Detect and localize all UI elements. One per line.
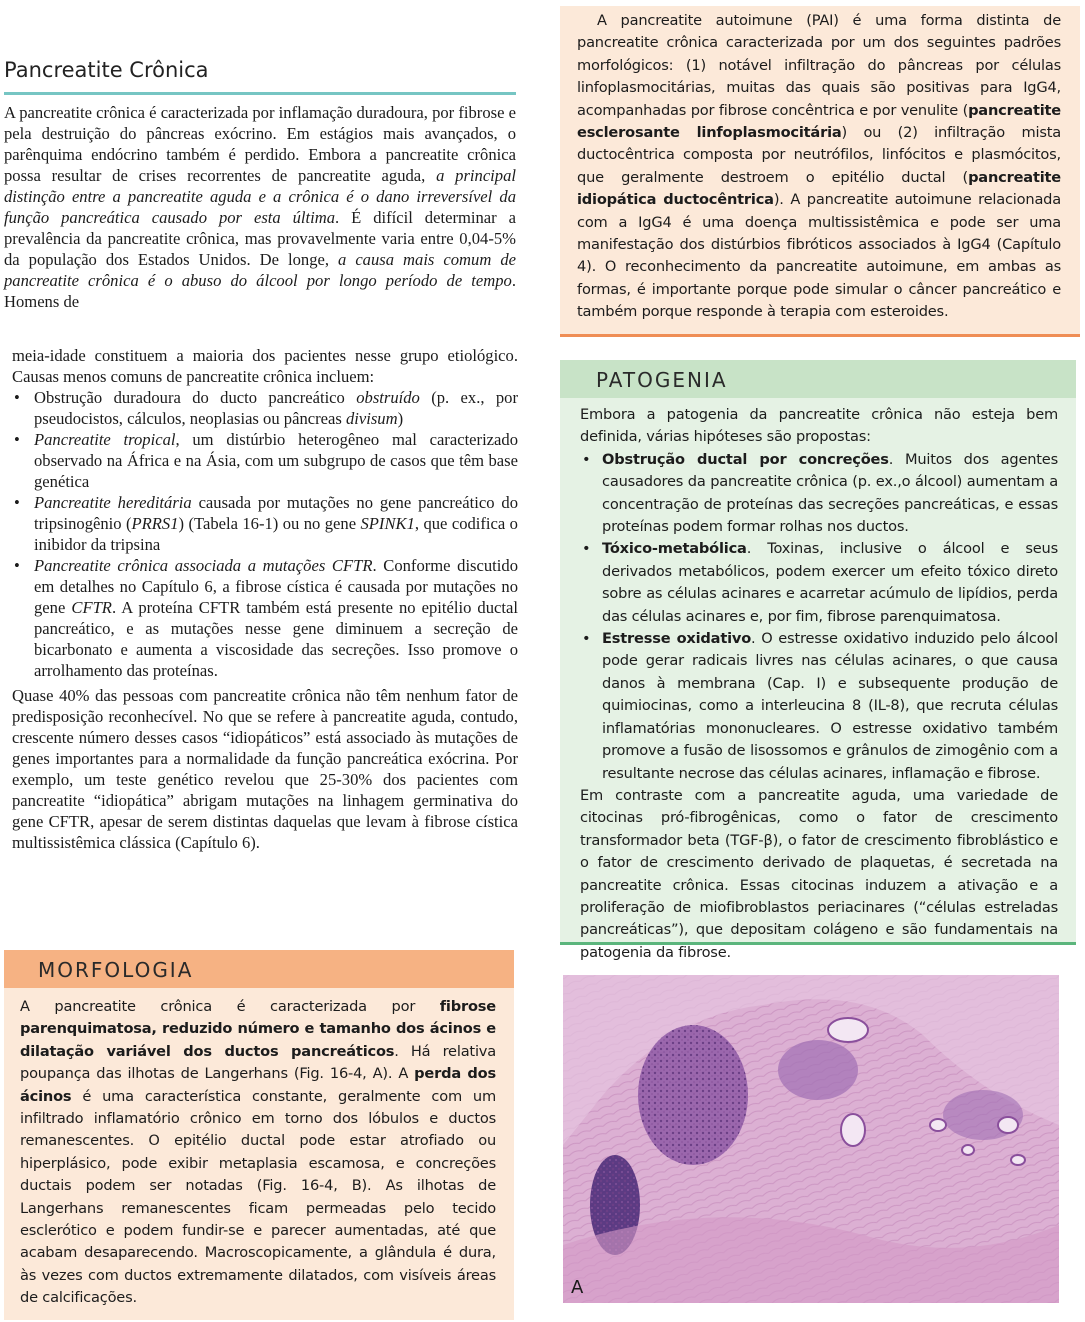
rich-text	[34, 388, 518, 428]
text-run: Pancreatite hereditária	[34, 493, 192, 512]
list-item	[12, 387, 518, 429]
text-run: fibrose parenquimatosa, reduzido número e tamanho dos ácinos e dilatação variável dos ductos pancreáticos	[20, 998, 496, 1060]
text-run: pancreatite esclerosante linfoplasmocitária	[577, 101, 1061, 142]
rich-text	[34, 493, 518, 554]
patogenia-body	[580, 404, 1058, 964]
rich-text	[34, 430, 518, 491]
text-run: . Homens de	[4, 271, 516, 311]
text-run: ) (Tabela 16-1) ou no gene	[178, 514, 361, 533]
pai-box	[560, 6, 1080, 337]
text-run: , um distúrbio heterogêneo mal caracterizado observado na África e na Ásia, com um subgrupo de casos que têm base genética	[34, 430, 518, 491]
dilated-duct	[962, 1145, 974, 1155]
causes-list	[12, 387, 518, 681]
text-run: a principal distinção entre a pancreatite aguda e a crônica é o dano irreversível da função pancreática causado por esta última	[4, 166, 516, 227]
morfologia-box	[4, 950, 514, 1320]
patogenia-list	[580, 449, 1058, 785]
list-item	[12, 492, 518, 555]
text-run: ) ou (2) infiltração mista ductocêntrica composta por neutrófilos, linfócitos e plasmócitos, que geralmente destroem o epitélio ductal (	[577, 124, 1061, 186]
patogenia-outro: Em contraste com a pancreatite aguda, uma variedade de citocinas pró-fibrogênicas, como o fator de crescimento transformador beta (TGF-β), o fator de crescimento fibroblástico e o fator de crescimento derivado de plaquetas, é secretada na pancreatite crônica. Essas citocinas induzem a ativação e a proliferação de miofibroblastos periacinares (“células estreladas pancreáticas”), que depositam colágeno e são fundamentais na patogenia da fibrose.	[580, 786, 1058, 961]
text-run: SPINK1	[360, 514, 415, 533]
text-run: Obstrução duradoura do ducto pancreático	[34, 388, 357, 407]
causes-section	[12, 345, 518, 853]
text-run: A pancreatite crônica é caracterizada por	[20, 998, 440, 1015]
bullet-icon: •	[582, 450, 591, 468]
text-run: A pancreatite autoimune (PAI) é uma forma distinta de pancreatite crônica caracterizada por um dos seguintes padrões morfológicos: (1) notável infiltração do pâncreas por células linfoplasmocitárias, muitas das quais são positivas para IgG4, acompanhadas por fibrose concêntrica e por venulite (	[577, 12, 1061, 119]
text-run: perda dos ácinos	[20, 1065, 496, 1105]
list-item	[580, 449, 1058, 539]
rich-text	[577, 10, 1061, 324]
text-run: CFTR	[71, 598, 112, 617]
text-run: pancreatite idiopática ductocêntrica	[577, 168, 1061, 209]
bullet-icon: •	[582, 630, 591, 648]
text-run: Tóxico-metabólica	[602, 540, 747, 558]
histology-image	[563, 975, 1059, 1303]
title-underline	[4, 92, 516, 95]
dilated-duct	[841, 1114, 865, 1146]
text-run: . Muitos dos agentes causadores da pancreatite crônica (p. ex.,o álcool) aumentam a concentração de proteínas das secreções pancreáticas, e essas proteínas podem formar rolhas nos ductos.	[602, 450, 1058, 536]
acinar-cluster	[778, 1040, 858, 1100]
text-run: Pancreatite tropical	[34, 430, 176, 449]
intro-paragraph	[4, 102, 516, 312]
bullet-icon: •	[14, 556, 20, 575]
histology-figure	[563, 975, 1059, 1303]
text-run: , que codifica o inibidor da tripsina	[34, 514, 518, 554]
dilated-duct	[998, 1117, 1018, 1133]
list-item	[12, 429, 518, 492]
bullet-icon: •	[14, 388, 20, 407]
text-run: Pancreatite crônica associada a mutações CFTR	[34, 556, 373, 575]
dilated-duct	[1011, 1155, 1025, 1165]
text-run: divisum	[345, 409, 398, 428]
dilated-duct	[828, 1018, 868, 1042]
morfologia-heading: MORFOLOGIA	[38, 958, 194, 982]
bullet-icon: •	[582, 540, 591, 558]
list-item	[12, 555, 518, 681]
text-run: . Toxinas, inclusive o álcool e seus derivados metabólicos, podem exercer um efeito tóxico direto sobre as células acinares e acarretar acúmulo de lipídios, perda das células acinares e, por fim, fibrose parenquimatosa.	[602, 540, 1058, 625]
text-run: A pancreatite crônica é caracterizada por inflamação duradoura, por fibrose e pela destruição do pâncreas exócrino. Em estágios mais avançados, o parênquima endócrino também é perdido. Embora a pancreatite crônica possa resultar de crises recorrentes de pancreatite aguda,	[4, 103, 516, 185]
causes-intro: meia-idade constituem a maioria dos pacientes nesse grupo etiológico. Causas menos comuns de pancreatite crônica incluem:	[12, 346, 518, 386]
islet-texture	[638, 1025, 748, 1165]
dilated-duct	[930, 1119, 946, 1131]
list-item	[580, 538, 1058, 628]
patogenia-heading: PATOGENIA	[596, 368, 728, 392]
idiopathic-paragraph: Quase 40% das pessoas com pancreatite crônica não têm nenhum fator de predisposição reconhecível. No que se refere à pancreatite aguda, contudo, crescente número desses casos “idiopáticos” está associado às mutações de genes importantes para a normalidade da função pancreática exócrina. Por exemplo, um teste genético revelou que 25-30% dos pacientes com pancreatite “idiopática” abrigam mutações na linhagem germinativa do gene CFTR, apesar de serem distintas daquelas que levam à fibrose cística multissistêmica clássica (Capítulo 6).	[12, 686, 518, 852]
text-run: é uma característica constante, geralmente com um infiltrado inflamatório crônico em torno dos lóbulos e ductos remanescentes. O epitélio ductal pode estar atrofiado ou hiperplásico, pode exibir metaplasia escamosa, e concreções ductais podem ser notadas (Fig. 16-4, B). As ilhotas de Langerhans remanescentes ficam permeadas pelo tecido esclerótico e podem fundir-se e parecer aumentadas, até que acabam desaparecendo. Macroscopicamente, a glândula é dura, às vezes com ductos extremamente dilatados, com visíveis áreas de calcificações.	[20, 1087, 496, 1307]
text-run: (p. ex., por pseudocistos, cálculos, neoplasias ou pâncreas	[34, 388, 518, 428]
figure-label: A	[571, 1277, 584, 1298]
rich-text	[602, 540, 1058, 624]
text-run: obstruído	[356, 388, 420, 407]
text-run: . A proteína CFTR também está presente no epitélio ductal pancreático, e as mutações nesse gene diminuem a secreção de bicarbonato e aumenta a viscosidade das secreções. Isso promove o arrolhamento das proteínas.	[34, 598, 518, 680]
rich-text	[602, 451, 1058, 535]
patogenia-header	[560, 360, 1076, 398]
text-run: . Conforme discutido em detalhes no Capítulo 6, a fibrose cística é causada por mutações no gene	[34, 556, 518, 617]
bullet-icon: •	[14, 493, 20, 512]
text-run: . É difícil determinar a prevalência da pancreatite crônica, mas provavelmente varia entre 0,04-5% da população dos Estados Unidos. De longe,	[4, 208, 516, 269]
text-run: ). A pancreatite autoimune relacionada com a IgG4 é uma doença multissistêmica e pode ser uma manifestação dos distúrbios fibróticos associados à IgG4 (Capítulo 4). O reconhecimento da pancreatite autoimune, em ambas as formas, é importante porque pode simular o câncer pancreático e também porque responde à terapia com esteroides.	[577, 191, 1061, 321]
morfologia-header	[4, 950, 514, 988]
rich-text	[34, 556, 518, 680]
rich-text	[20, 996, 496, 1310]
rich-text	[602, 630, 1058, 781]
patogenia-intro: Embora a patogenia da pancreatite crônica não esteja bem definida, várias hipóteses são propostas:	[580, 406, 1058, 446]
text-run: causada por mutações no gene pancreático do tripsinogênio (	[34, 493, 518, 533]
list-item	[580, 628, 1058, 785]
text-run: )	[397, 409, 404, 428]
text-run: PRRS1	[131, 514, 179, 533]
text-run: . O estresse oxidativo induzido pelo álcool pode gerar radicais livres nas células acinares, o que causa danos à membrana (Cap. I) e subsequente produção de quimiocinas, como a interleucina 8 (IL-8), que recruta células inflamatórias mononucleares. O estresse oxidativo também promove a fusão de lisossomos e grânulos de zimogênio com a resultante necrose das células acinares, inflamação e fibrose.	[602, 630, 1059, 782]
bullet-icon: •	[14, 430, 20, 449]
patogenia-box	[560, 360, 1076, 961]
section-title: Pancreatite Crônica	[4, 58, 209, 82]
text-run: Obstrução ductal por concreções	[602, 450, 889, 468]
rich-text	[4, 102, 516, 312]
text-run: Estresse oxidativo	[602, 630, 752, 648]
text-run: . Há relativa poupança das ilhotas de Langerhans (Fig. 16-4, A). A	[20, 1042, 496, 1083]
text-run: a causa mais comum de pancreatite crônica é o abuso do álcool por longo período de tempo	[4, 250, 516, 290]
